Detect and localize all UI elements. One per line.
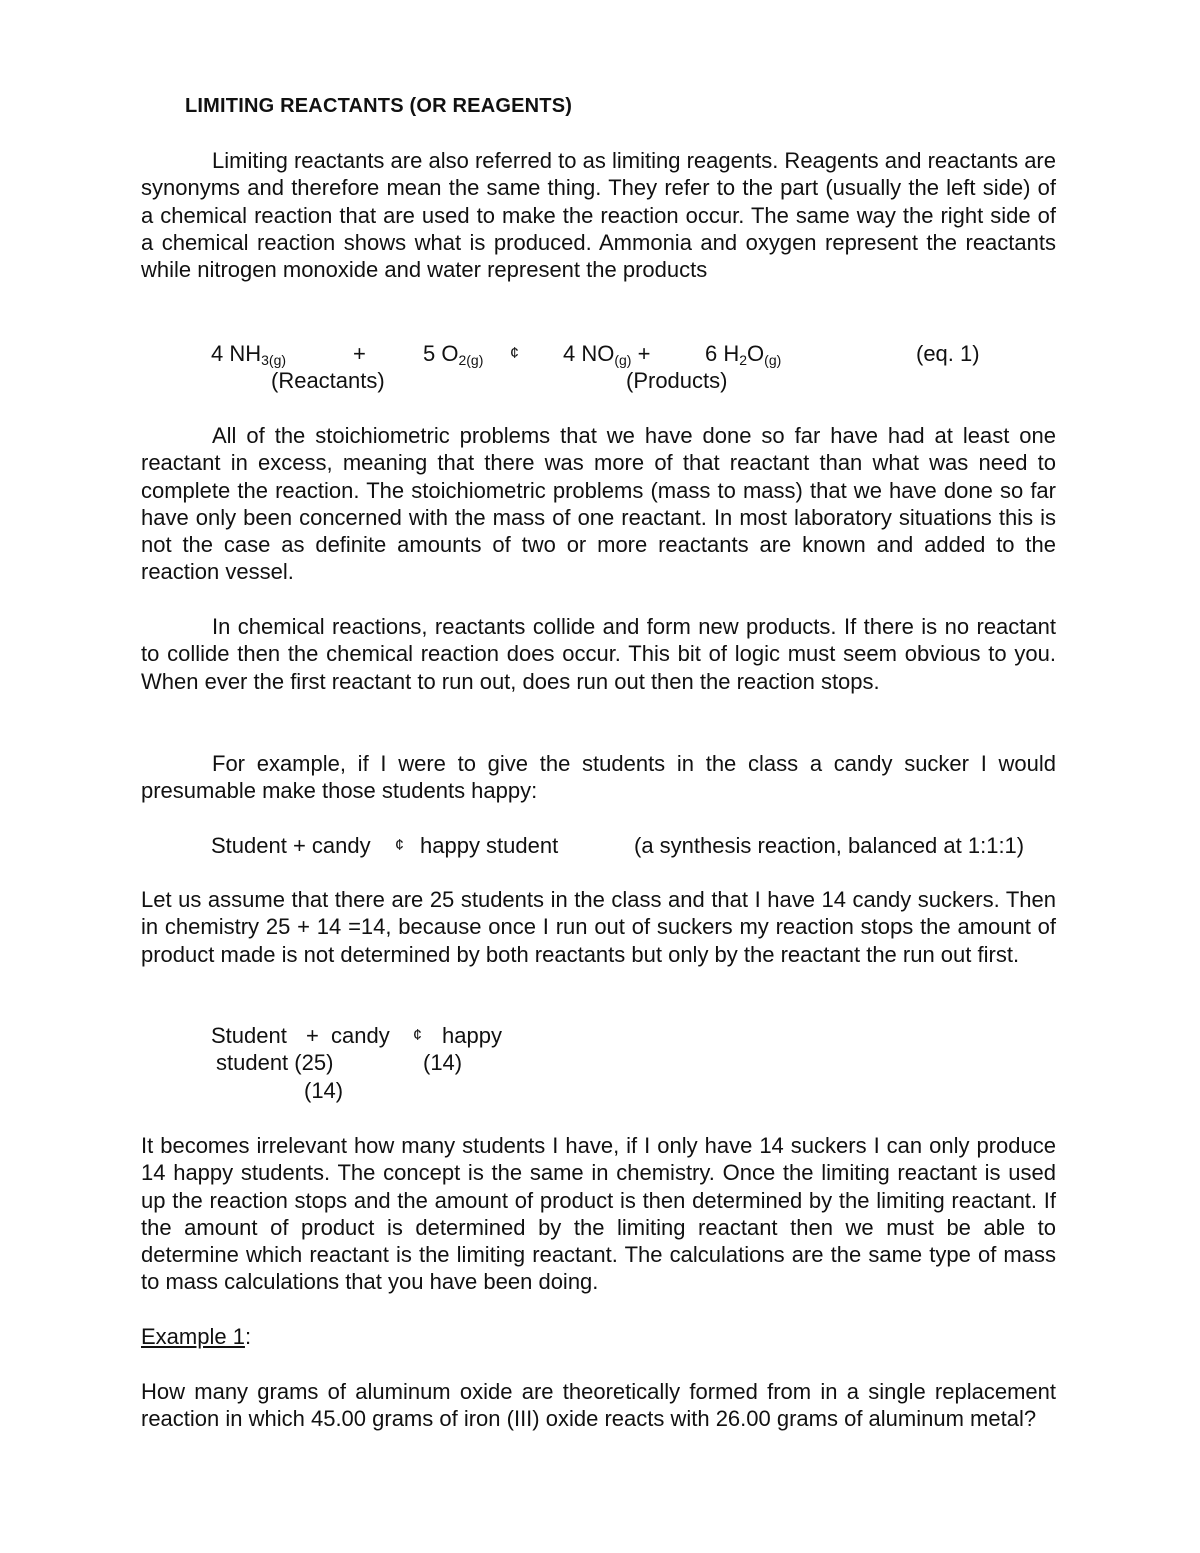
paragraph-excess: All of the stoichiometric problems that we have done so far have had at least one reactant in excess, meaning that there was more of that reactant than what was need to complete the reaction. The stoichiometric problems (mass to mass) that we have done so far have only been concerned with the mass of one reactant. In most laboratory situations this is not the case as definite amounts of two or more reactants are known and added to the reaction vessel. bbox=[141, 423, 1056, 585]
equation-plus: + bbox=[306, 1023, 319, 1048]
paragraph-question: How many grams of aluminum oxide are theoretically formed from in a single replacement reaction in which 45.00 grams of iron (III) oxide reacts with 26.00 grams of aluminum metal? bbox=[141, 1379, 1056, 1432]
paragraph-collide: In chemical reactions, reactants collide and form new products. If there is no reactant to collide then the chemical reaction does occur. This bit of logic must seem obvious to you. When ever the first reactant to run out, does run out then the reaction stops. bbox=[141, 614, 1056, 694]
equation-number: (eq. 1) bbox=[916, 341, 980, 366]
example-heading: Example 1: bbox=[141, 1324, 252, 1349]
equation-student: Student bbox=[211, 1023, 287, 1048]
page-title: LIMITING REACTANTS (OR REAGENTS) bbox=[185, 95, 573, 117]
equation-plus: + bbox=[353, 341, 366, 366]
reaction-arrow-icon: ¢ bbox=[413, 1027, 422, 1044]
equation-row2-student: student (25) bbox=[216, 1050, 334, 1075]
equation-row2-candy: (14) bbox=[423, 1050, 463, 1075]
equation-happy: happy bbox=[442, 1023, 502, 1048]
equation-candy-term: candy bbox=[331, 1023, 390, 1048]
reaction-arrow-icon: ¢ bbox=[510, 345, 519, 362]
equation-term-h2o: 6 $H_2O_{(g)}$ bbox=[705, 341, 782, 368]
equation-term-nh3: 4 $NH_{3(g)}$ bbox=[211, 341, 287, 368]
paragraph-assumption: Let us assume that there are 25 students in the class and that I have 14 candy suckers. Then in chemistry 25 + 14 =14, because once I run out of suckers my reaction stops the amount of product made is not determined by both reactants but only by the reactant the run out first. bbox=[141, 887, 1056, 967]
equation-left: Student + candy bbox=[211, 833, 371, 858]
paragraph-intro: Limiting reactants are also referred to as limiting reagents. Reagents and reactants are synonyms and therefore mean the same thing. They refer to the part (usually the left side) of a chemical reaction that are used to make the reaction occur. The same way the right side of a chemical reaction shows what is produced. Ammonia and oxygen represent the reactants while nitrogen monoxide and water represent the products bbox=[141, 148, 1056, 283]
reaction-arrow-icon: ¢ bbox=[395, 837, 404, 854]
reactants-label: (Reactants) bbox=[271, 368, 385, 393]
equation-row3: (14) bbox=[304, 1078, 344, 1103]
equation-note: (a synthesis reaction, balanced at 1:1:1) bbox=[634, 833, 1025, 858]
products-label: (Products) bbox=[626, 368, 728, 393]
paragraph-example-intro: For example, if I were to give the students in the class a candy sucker I would presumable make those students happy: bbox=[141, 751, 1056, 804]
equation-term-no: 4 $NO_{(g)}$ + bbox=[563, 341, 651, 368]
equation-right: happy student bbox=[420, 833, 559, 858]
paragraph-concept: It becomes irrelevant how many students I have, if I only have 14 suckers I can only produce 14 happy students. The concept is the same in chemistry. Once the limiting reactant is used up the reaction stops and the amount of product is then determined by the limiting reactant. If the amount of product is determined by the limiting reactant then we must be able to determine which reactant is the limiting reactant. The calculations are the same type of mass to mass calculations that you have been doing. bbox=[141, 1133, 1056, 1295]
equation-term-o2: 5 $O_{2(g)}$ bbox=[423, 341, 484, 368]
